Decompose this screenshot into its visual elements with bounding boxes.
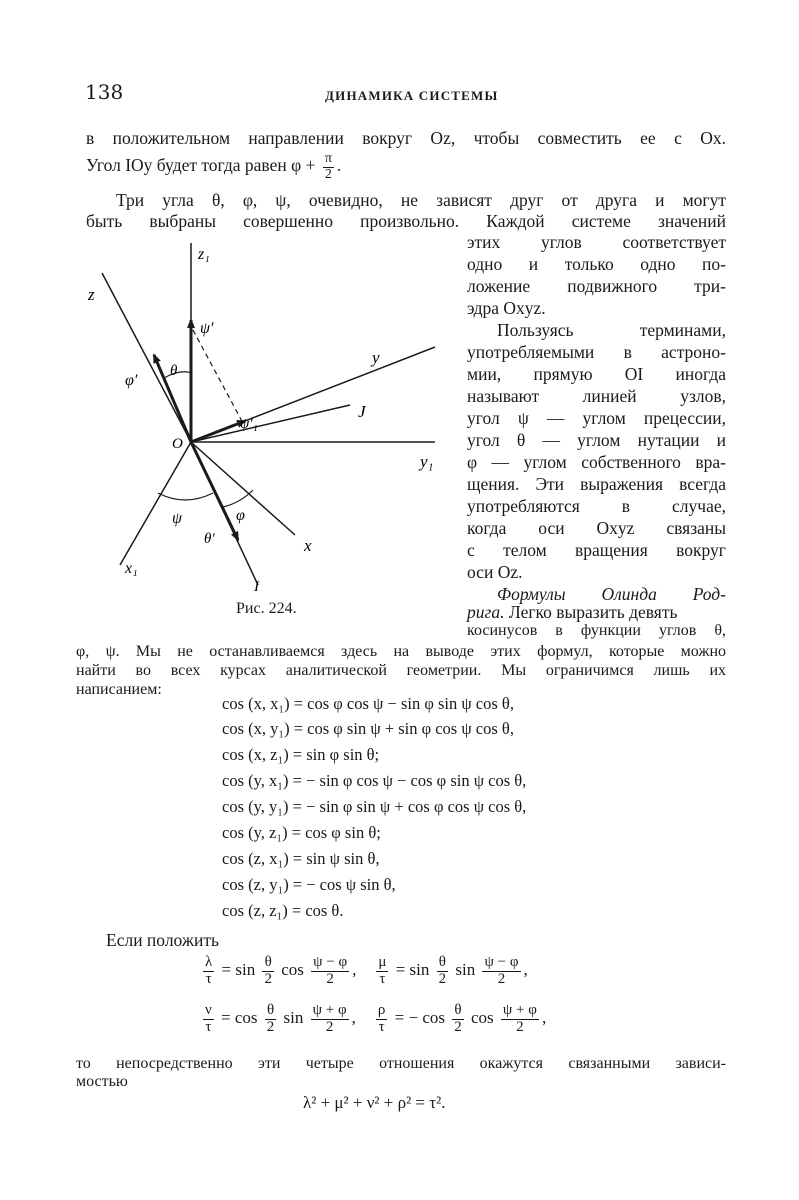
label-theta: θ xyxy=(170,363,178,379)
rho-over-tau: $\frac{\rho}{\tau}$ xyxy=(377,1002,386,1035)
theta-over-2: $\frac{\theta}{2}$ xyxy=(264,954,272,987)
x1-axis xyxy=(120,442,191,565)
para1-line2: Угол IOy будет тогда равен φ + $\frac{\pi}{2}$ . xyxy=(86,151,342,182)
label-i: I xyxy=(254,579,259,595)
para2-line1: Три угла θ, φ, ψ, очевидно, не зависят друг от друга и могут xyxy=(116,190,726,210)
para2-line2: быть выбраны совершенно произвольно. Каждой системе значений xyxy=(86,211,726,231)
para3-line9: употребляются в случае, xyxy=(467,496,726,516)
theta-arc xyxy=(164,372,192,378)
formula-1: cos (x, x₁) = cos φ cos ψ − sin φ sin ψ cos θ, xyxy=(222,694,514,713)
psi-minus-phi-over-2: $\frac{\psi - \varphi}{2}$ xyxy=(484,954,519,987)
psi-plus-phi-over-2: $\frac{\psi + \varphi}{2}$ xyxy=(312,1002,347,1035)
figure-224 xyxy=(80,235,460,595)
rodrigues-row-2: $\frac{\nu}{\tau}$ = cos $\frac{\theta}{2}$ sin $\frac{\psi + \varphi}{2}$ , $\frac{\rho}{\tau}$ = − cos $\frac{\theta}{2}$ cos $\frac{\psi + \varphi}{2}$ , xyxy=(205,1002,547,1035)
formula-3: cos (x, z₁) = sin φ sin θ; xyxy=(222,745,380,764)
para5: Если положить xyxy=(106,930,219,950)
label-y1: y₁ xyxy=(420,452,434,471)
para4-line5: написанием: xyxy=(76,681,162,698)
theta-over-2: $\frac{\theta}{2}$ xyxy=(266,1002,275,1035)
label-phi-prime: φ′ xyxy=(125,372,138,389)
para6-line1: то непосредственно эти четыре отношения окажутся связанными зависи- xyxy=(76,1055,726,1072)
nu-over-tau: $\frac{\nu}{\tau}$ xyxy=(205,1002,212,1035)
theta-over-2: $\frac{\theta}{2}$ xyxy=(438,954,447,987)
para3-line5: угол ψ — углом прецессии, xyxy=(467,408,726,428)
label-x: x xyxy=(304,536,312,555)
theta-prime-vector xyxy=(191,442,238,540)
rodrigues-row-1: $\frac{\lambda}{\tau}$ = sin $\frac{\theta}{2}$ cos $\frac{\psi - \varphi}{2}$ , $\frac{\mu}{\tau}$ = sin $\frac{\theta}{2}$ sin $\frac{\psi - \varphi}{2}$ , xyxy=(205,954,528,987)
formula-9: cos (z, z₁) = cos θ. xyxy=(222,901,344,920)
para3-line1: Пользуясь терминами, xyxy=(497,320,726,340)
para4-heading: Формулы Олинда Род- xyxy=(497,584,726,604)
label-phi: φ xyxy=(236,507,245,524)
formula-8: cos (z, y₁) = − cos ψ sin θ, xyxy=(222,875,396,894)
running-title: ДИНАМИКА СИСТЕМЫ xyxy=(325,88,499,103)
formula-4: cos (y, x₁) = − sin φ cos ψ − cos φ sin ψ cos θ, xyxy=(222,771,527,790)
pi-over-2-fraction: $\frac{\pi}{2}$ xyxy=(324,151,332,182)
figure-caption: Рис. 224. xyxy=(236,600,297,617)
label-y: y xyxy=(372,348,380,367)
para2-line4: одно и только одно по- xyxy=(467,254,726,274)
para3-line12: оси Oz. xyxy=(467,562,523,582)
para4-line1: рига. Легко выразить девять xyxy=(467,602,678,622)
para4-line3: φ, ψ. Мы не останавливаемся здесь на выводе этих формул, которые можно xyxy=(76,643,726,660)
para3-line7: φ — углом собственного вра- xyxy=(467,452,726,472)
para3-line3: мии, прямую OI иногда xyxy=(467,364,726,384)
theta-over-2: $\frac{\theta}{2}$ xyxy=(454,1002,462,1035)
para1-line1: в положительном направлении вокруг Oz, чтобы совместить ее с Ox. xyxy=(86,128,726,148)
formula-6: cos (y, z₁) = cos φ sin θ; xyxy=(222,823,381,842)
label-psi-prime-1: ψ′₁ xyxy=(240,416,258,432)
dashed-projection xyxy=(193,330,244,425)
para3-line4: называют линией узлов, xyxy=(467,386,726,406)
lambda-over-tau: $\frac{\lambda}{\tau}$ xyxy=(205,954,213,987)
label-j: J xyxy=(358,402,366,421)
para6-line2: мостью xyxy=(76,1073,128,1090)
label-psi-prime: ψ′ xyxy=(200,320,214,337)
final-equation: λ² + μ² + ν² + ρ² = τ². xyxy=(303,1093,446,1112)
psi-arc xyxy=(158,493,213,500)
para3-line2: употребляемыми в астроно- xyxy=(467,342,726,362)
para2-line3: этих углов соответствует xyxy=(467,232,726,252)
label-o: O xyxy=(172,436,183,452)
label-psi: ψ xyxy=(172,510,182,527)
para3-line8: щения. Эти выражения всегда xyxy=(467,474,726,494)
para4-line4: найти во всех курсах аналитической геометрии. Мы ограничимся лишь их xyxy=(76,662,726,679)
formula-7: cos (z, x₁) = sin ψ sin θ, xyxy=(222,849,380,868)
label-theta-prime: θ′ xyxy=(204,531,215,547)
mu-over-tau: $\frac{\mu}{\tau}$ xyxy=(378,954,387,987)
para2-line6: эдра Oxyz. xyxy=(467,298,546,318)
para3-line6: угол θ — углом нутации и xyxy=(467,430,726,450)
label-x1: x₁ xyxy=(125,560,138,577)
label-z1: z₁ xyxy=(198,246,210,263)
label-z: z xyxy=(88,285,95,304)
psi-minus-phi-over-2: $\frac{\psi - \varphi}{2}$ xyxy=(313,954,348,987)
page-number: 138 xyxy=(85,80,124,104)
para3-line11: с телом вращения вокруг xyxy=(467,540,726,560)
formula-5: cos (y, y₁) = − sin φ sin ψ + cos φ cos ψ cos θ, xyxy=(222,797,527,816)
para4-line2: косинусов в функции углов θ, xyxy=(467,622,726,639)
formula-2: cos (x, y₁) = cos φ sin ψ + sin φ cos ψ cos θ, xyxy=(222,719,514,738)
para3-line10: когда оси Oxyz связаны xyxy=(467,518,726,538)
z-axis xyxy=(102,273,191,442)
para1-line2-text: Угол IOy будет тогда равен φ + xyxy=(86,155,320,176)
psi-plus-phi-over-2: $\frac{\psi + \varphi}{2}$ xyxy=(502,1002,537,1035)
para2-line5: ложение подвижного три- xyxy=(467,276,726,296)
